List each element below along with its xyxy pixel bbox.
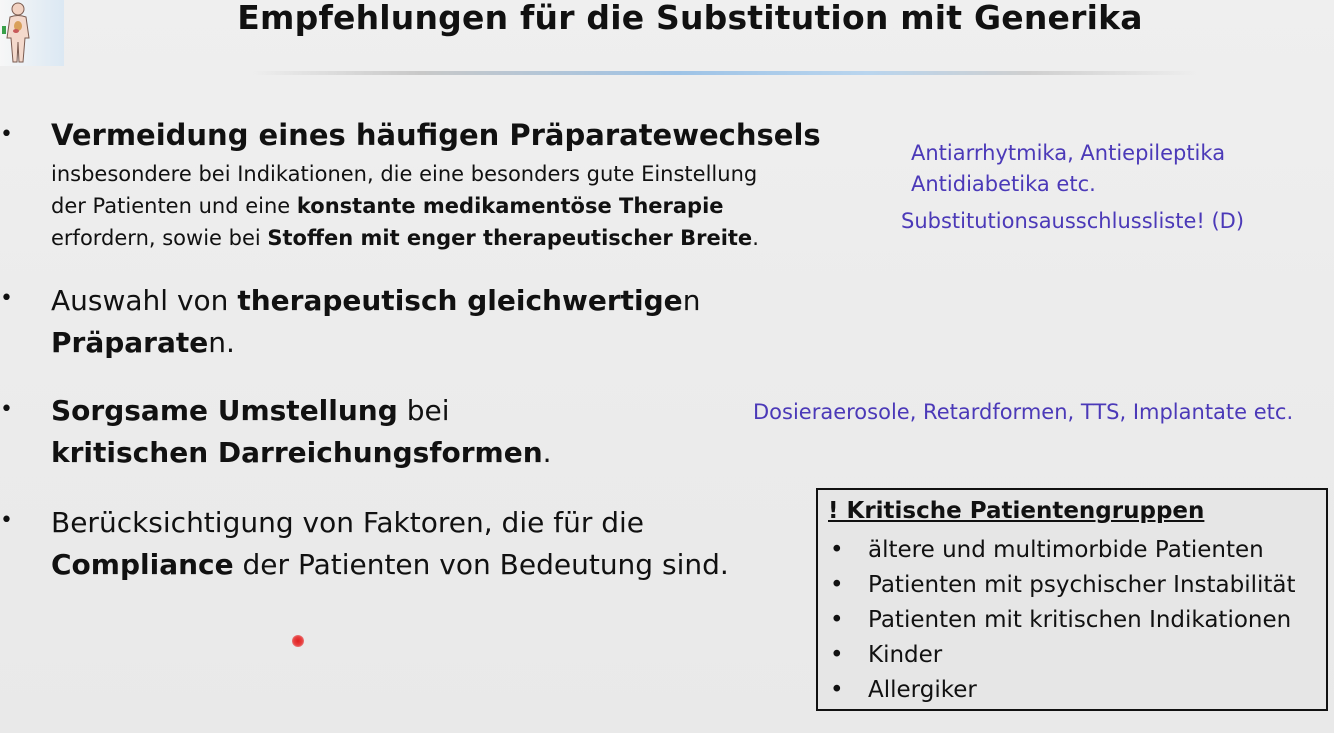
bullet-marker: • [830,642,844,668]
patient-group-list [828,533,1296,708]
bullet-2-bold-text: Präparate [51,326,209,359]
bullet-1-text: erfordern, sowie bei [51,226,268,250]
slide-title: Empfehlungen für die Substitution mit Generika [237,0,1143,37]
list-item [828,533,1296,568]
bullet-2-text: n. [208,326,235,359]
bullet-marker: • [0,397,13,422]
bullet-3-text: . [542,436,552,469]
bullet-1-bold-text: Stoffen mit enger therapeutischer Breite [267,226,753,250]
bullet-marker: • [830,677,844,703]
title-divider [250,71,1200,75]
list-item [828,568,1296,603]
list-item-text: Allergiker [868,677,977,703]
list-item-text: ältere und multimorbide Patienten [868,537,1264,563]
bullet-2-text: Auswahl von [51,284,238,317]
side-note-drug-classes: Antiarrhytmika, Antiepileptika [911,141,1226,165]
bullet-marker: • [830,537,844,563]
list-item [828,603,1296,638]
bullet-3-bold-text: kritischen Darreichungsformen [51,436,543,469]
bullet-2 [51,280,751,364]
bullet-4-bold-text: Compliance [51,548,234,581]
side-note-antidiabetics: Antidiabetika etc. [911,172,1096,196]
bullet-1-text: insbesondere bei Indikationen, die eine besonders gute Einstellung der Patienten und eine [51,162,758,218]
box-title: ! Kritische Patientengruppen [828,498,1205,524]
bullet-4-text: Berücksichtigung von Faktoren, die für die [51,506,645,539]
bullet-marker: • [830,607,844,633]
bullet-3-bold-text: Sorgsame Umstellung [51,394,398,427]
bullet-1-body [51,158,791,254]
bullet-2-bold-text: therapeutisch gleichwertige [237,284,683,317]
bullet-1-bold-text: konstante medikamentöse Therapie [296,194,724,218]
bullet-marker: • [830,572,844,598]
bullet-4 [51,502,771,586]
side-note-dosage-forms: Dosieraerosole, Retardformen, TTS, Implantate etc. [753,400,1294,424]
list-item-text: Kinder [868,642,943,668]
list-item-text: Patienten mit kritischen Indikationen [868,607,1292,633]
critical-patient-groups-box [816,488,1328,711]
bullet-4-text: der Patienten von Bedeutung sind. [233,548,729,581]
list-item [828,673,1296,708]
pointer-cursor-icon [292,635,304,647]
bullet-1-heading: Vermeidung eines häufigen Präparatewechsels [51,118,821,152]
bullet-1-text: . [752,226,759,250]
list-item [828,638,1296,673]
side-note-exclusion-list: Substitutionsausschlussliste! (D) [901,209,1245,233]
bullet-marker: • [0,286,13,311]
bullet-3 [51,390,611,474]
bullet-2-text: n [682,284,701,317]
bullet-marker: • [0,508,13,533]
bullet-3-text: bei [397,394,450,427]
bullet-marker: • [0,122,13,147]
list-item-text: Patienten mit psychischer Instabilität [868,572,1296,598]
